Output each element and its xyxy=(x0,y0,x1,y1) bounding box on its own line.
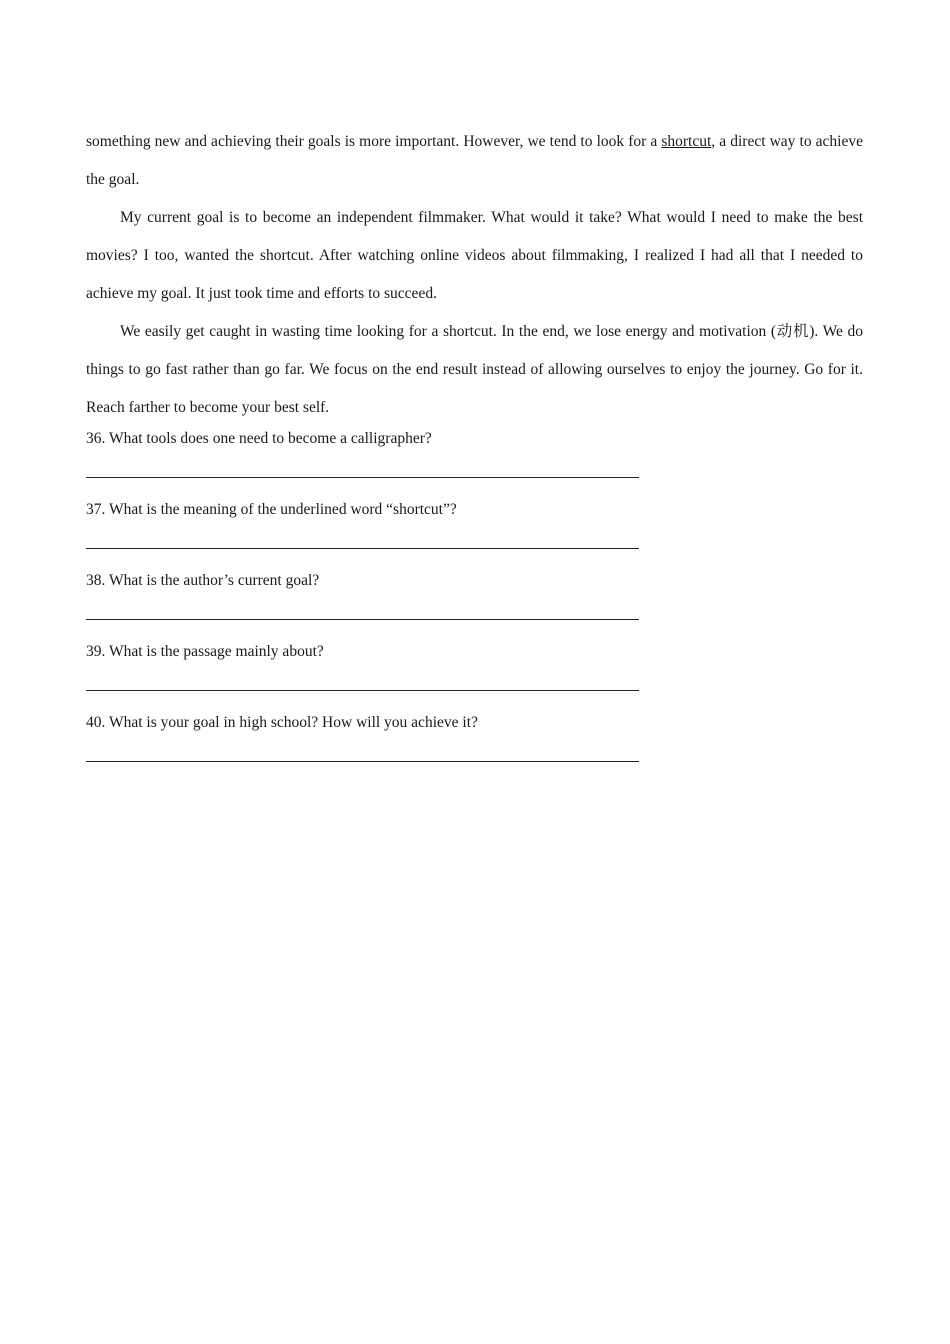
passage-paragraph-1 xyxy=(86,123,863,199)
question-item xyxy=(86,427,863,478)
passage-paragraph-2: My current goal is to become an independent filmmaker. What would it take? What would I need to make the best movies? I too, wanted the shortcut. After watching online videos about filmmaking, I realized I had all that I needed to achieve my goal. It just took time and efforts to succeed. xyxy=(86,209,863,302)
question-list xyxy=(86,427,863,762)
question-item xyxy=(86,711,863,762)
worksheet-page xyxy=(86,123,863,782)
question-36: 36. What tools does one need to become a calligrapher? xyxy=(86,430,432,447)
question-item xyxy=(86,569,863,620)
question-item xyxy=(86,498,863,549)
answer-line-38[interactable] xyxy=(86,593,639,620)
underlined-word-shortcut: shortcut xyxy=(661,133,712,150)
paragraph-1-text-before: something new and achieving their goals is more important. However, we tend to look for a xyxy=(86,133,662,150)
passage-paragraph-3: We easily get caught in wasting time looking for a shortcut. In the end, we lose energy and motivation (动机). We do things to go fast rather than go far. We focus on the end result instead of allowing ourselves to enjoy the journey. Go for it. Reach farther to become your best self. xyxy=(86,323,863,416)
paragraph-1-text-after: , a direct way to achieve the goal. xyxy=(86,133,864,188)
question-40: 40. What is your goal in high school? How will you achieve it? xyxy=(86,714,478,731)
question-37: 37. What is the meaning of the underlined word “shortcut”? xyxy=(86,501,457,518)
question-38: 38. What is the author’s current goal? xyxy=(86,572,320,589)
answer-line-36[interactable] xyxy=(86,451,639,478)
answer-line-40[interactable] xyxy=(86,735,639,762)
answer-line-37[interactable] xyxy=(86,522,639,549)
answer-line-39[interactable] xyxy=(86,664,639,691)
question-39: 39. What is the passage mainly about? xyxy=(86,643,324,660)
question-item xyxy=(86,640,863,691)
